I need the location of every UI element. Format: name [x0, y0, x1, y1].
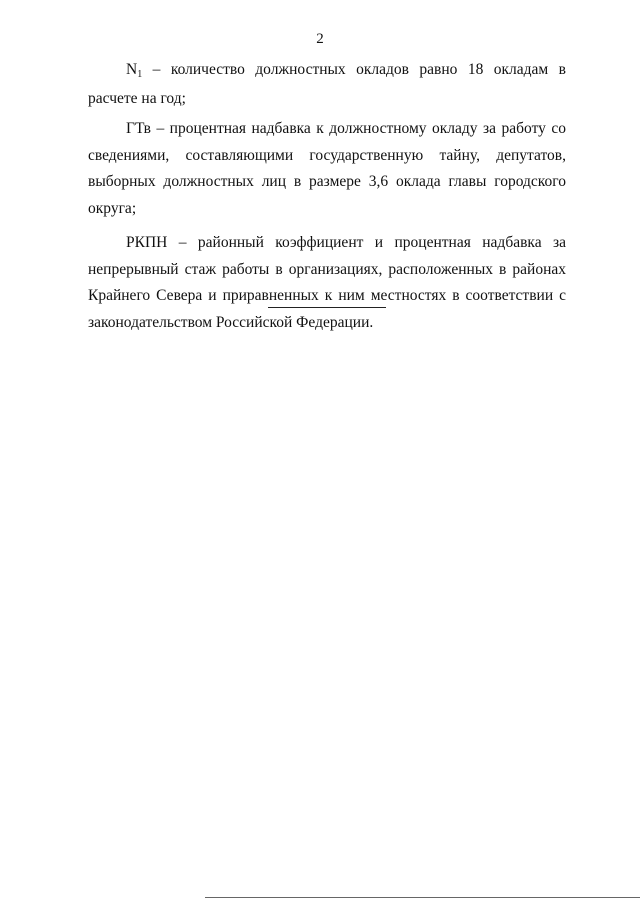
paragraph-gtv: ГТв – процентная надбавка к должностному окладу за работу со сведениями, составляющими государственную тайну, депутатов, выборных должностных лиц в размере 3,6 оклада главы городского округа;	[88, 120, 566, 217]
end-divider	[268, 307, 386, 308]
term-n: N	[126, 61, 138, 78]
document-body	[88, 57, 566, 344]
paragraph-rkpn: РКПН – районный коэффициент и процентная надбавка за непрерывный стаж работы в организациях, расположенных в районах Крайнего Севера и приравненных к ним местностях в соответствии с законодательством Российской Федерации.	[88, 234, 566, 331]
scan-edge-line	[205, 897, 640, 898]
paragraph-n1	[88, 57, 566, 112]
paragraph-n1-text: – количество должностных окладов равно 18 окладам в расчете на год;	[88, 61, 566, 107]
page-number: 2	[316, 31, 324, 47]
term-n-subscript: 1	[137, 69, 143, 80]
